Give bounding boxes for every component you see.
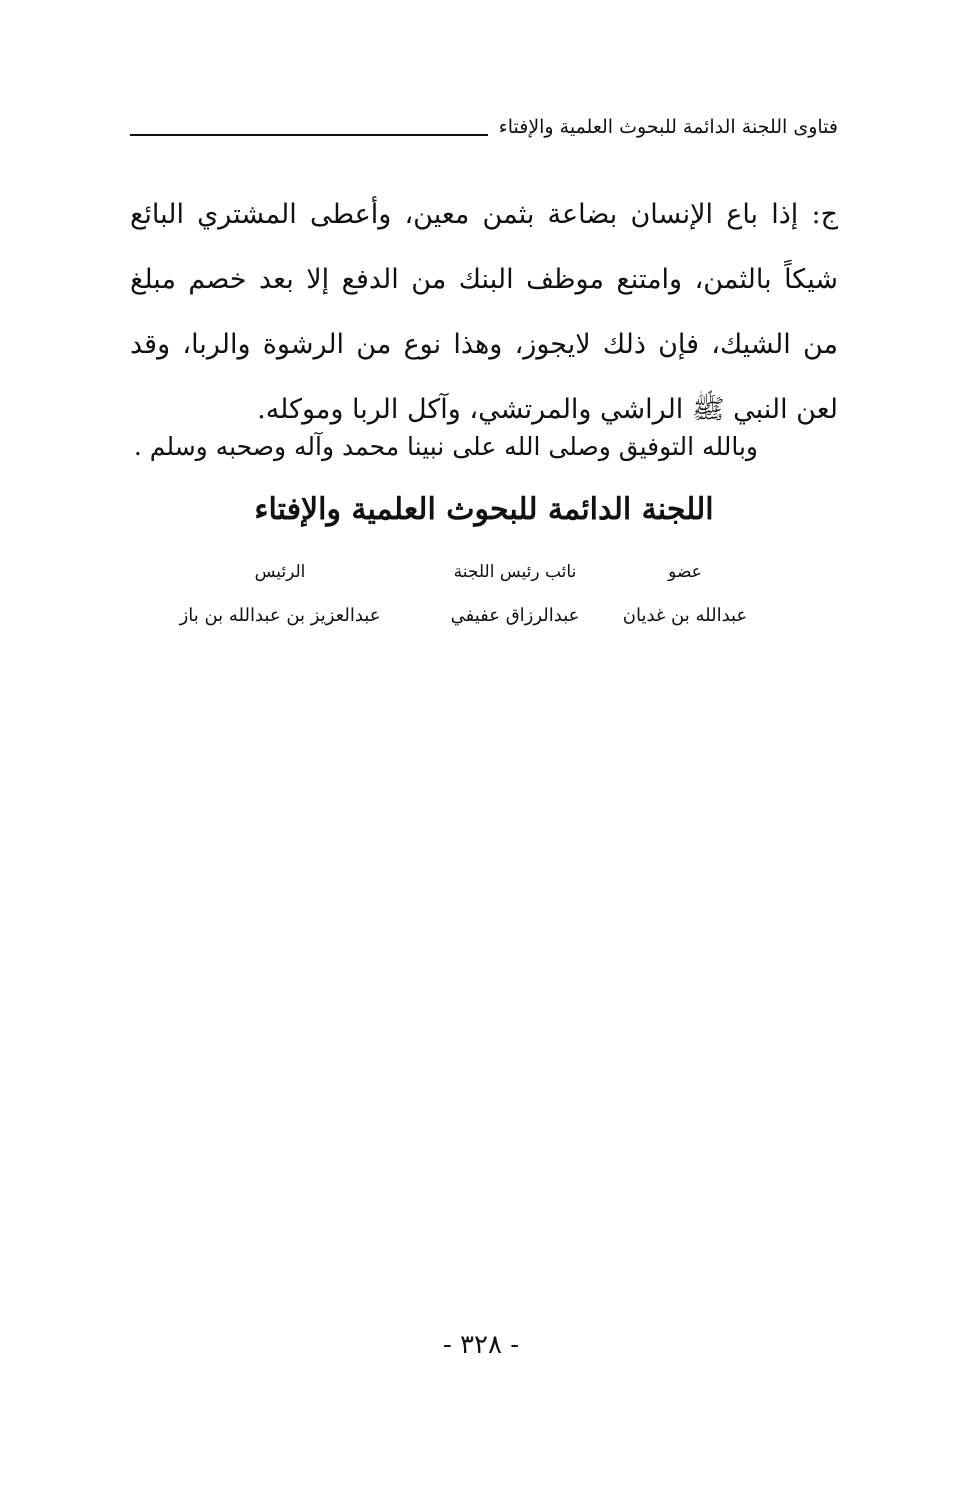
signatory-name: عبدالعزيز بن عبدالله بن باز — [179, 605, 381, 626]
signatory-name: عبدالله بن غديان — [622, 605, 748, 626]
signatory-role: الرئيس — [254, 562, 306, 582]
signature-member — [620, 550, 750, 638]
signature-deputy — [430, 550, 600, 638]
signatory-role: نائب رئيس اللجنة — [453, 562, 577, 582]
signature-chairman — [160, 550, 400, 638]
running-header — [130, 110, 838, 150]
page-number: - ٣٢٨ - — [442, 1330, 520, 1360]
signatory-name: عبدالرزاق عفيفي — [450, 605, 580, 626]
committee-name: اللجنة الدائمة للبحوث العلمية والإفتاء — [254, 492, 714, 527]
header-rule — [130, 134, 488, 136]
answer-paragraph: ج: إذا باع الإنسان بضاعة بثمن معين، وأعطى المشتري البائع شيكاً بالثمن، وامتنع موظف البنك من الدفع إلا بعد خصم مبلغ من الشيك، فإن ذلك لايجوز، وهذا نوع من الرشوة والربا، وقد لعن النبي ﷺ الراشي والمرتشي، وآكل الربا وموكله. — [130, 199, 838, 425]
fatwa-answer — [130, 182, 838, 442]
closing-supplication: وبالله التوفيق وصلى الله على نبينا محمد وآله وصحبه وسلم . — [133, 432, 758, 461]
signatory-role: عضو — [668, 562, 702, 582]
header-title: فتاوى اللجنة الدائمة للبحوث العلمية والإفتاء — [498, 116, 838, 138]
